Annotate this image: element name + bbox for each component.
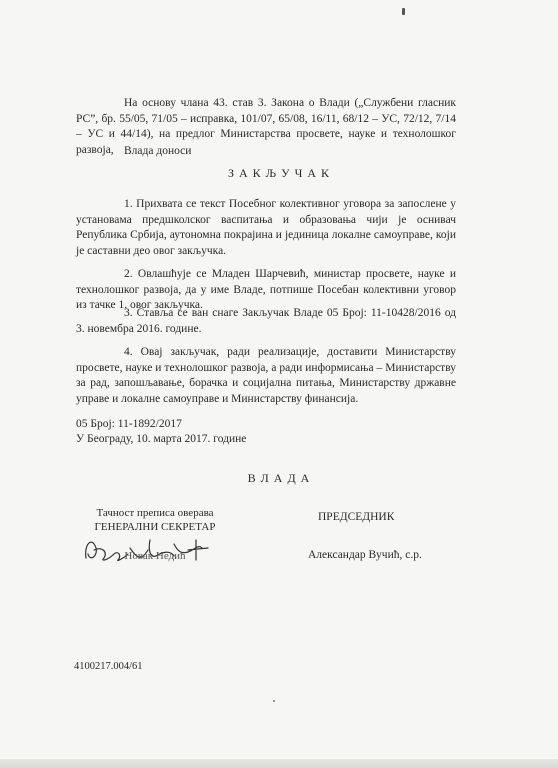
secretary-name: Новак Недић [124,550,186,562]
item-3: 3. Ставља се ван снаге Закључак Владе 05 Број: 11-10428/2016 од 3. новембра 2016. године. [76,307,456,335]
certification-line-2: ГЕНЕРАЛНИ СЕКРЕТАР [94,521,216,533]
government-adopts: Влада доноси [124,145,192,157]
president-name: Александар Вучић, с.р. [308,549,422,561]
government-heading: В Л А Д А [247,471,311,485]
scan-edge [0,759,558,768]
footer-code: 4100217.004/61 [74,661,143,672]
item-2: 2. Овлашћује се Младен Шарчевић, министар просвете, науке и технолошког развоја, да у име Владе, потпише Посебан колективни уговор из тачке 1. овог закључка. [76,268,456,312]
document-title: З А К Љ У Ч А К [227,166,331,180]
item-1: 1. Прихвата се текст Посебног колективног уговора за запослене у установама предшколског васпитања и образовања чији је оснивач Република Србија, аутономна покрајина и јединица локалне самоуправе, који је саставни део овог закључка. [76,198,456,257]
place-date: У Београду, 10. марта 2017. године [76,433,247,445]
certification-line-1: Тачност преписа оверава [96,507,214,519]
preamble: На основу члана 43. став 3. Закона о Влади („Службени гласник РС”, бр. 55/05, 71/05 – исправка, 101/07, 65/08, 16/11, 68/12 – УС, 72/12, 7/14 – УС и 44/14), на предлог Министарства просвете, науке и технолошког развоја, [76,97,456,156]
reference-number: 05 Број: 11-1892/2017 [76,418,182,430]
item-4: 4. Овај закључак, ради реализације, доставити Министарству просвете, науке и технолошког развоја, а ради информисања – Министарству за рад, запошљавање, борачка и социјална питања, Министарству државне управе и локалне самоуправе и Министарству финансија. [76,346,456,405]
scan-speck [273,700,275,702]
president-title: ПРЕДСЕДНИК [318,511,395,523]
scan-mark [402,8,405,15]
